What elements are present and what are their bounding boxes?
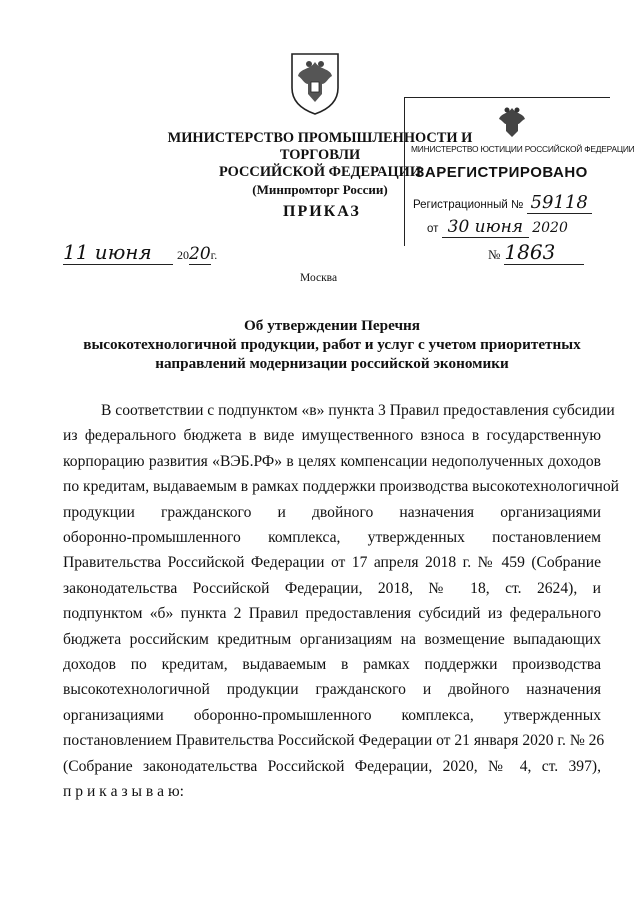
body-line-order-verb: п р и к а з ы в а ю: [63, 783, 184, 801]
body-line: доходов по кредитам, выдаваемым в рамках поддержки производства [63, 656, 601, 674]
body-line: оборонно-промышленного комплекса, утвержденных постановлением [63, 529, 601, 547]
coat-of-arms-emblem [286, 50, 344, 116]
stamp-authority: МИНИСТЕРСТВО ЮСТИЦИИ РОССИЙСКОЙ ФЕДЕРАЦИИ [411, 144, 635, 154]
document-type: ПРИКАЗ [283, 203, 361, 220]
ministry-name: МИНИСТЕРСТВО ПРОМЫШЛЕННОСТИ И ТОРГОВЛИ [167, 130, 473, 163]
body-line: продукции гражданского и двойного назначения организациями [63, 503, 601, 521]
body-line: по кредитам, выдаваемым в рамках поддержки производства высокотехнологичной [63, 478, 620, 496]
body-line: из федерального бюджета в виде имущественного взноса в государственную [63, 427, 601, 445]
stamp-reg-label: Регистрационный № [413, 199, 524, 211]
order-number: 1863 [504, 240, 584, 265]
body-line: В соответствии с подпунктом «в» пункта 3 Правил предоставления субсидии [101, 402, 615, 419]
body-line: Правительства Российской Федерации от 17 апреля 2018 г. № 459 (Собрание [63, 554, 601, 572]
registration-stamp [404, 97, 635, 246]
body-line: постановлением Правительства Российской Федерации от 21 января 2020 г. № 26 [63, 732, 605, 750]
ministry-country: РОССИЙСКОЙ ФЕДЕРАЦИИ [218, 164, 422, 180]
body-line: корпорацию развития «ВЭБ.РФ» в целях компенсации недополученных доходов [63, 452, 601, 470]
stamp-year: 2020 [532, 220, 568, 236]
order-year: 20 [189, 244, 211, 264]
order-title-line3: направлений модернизации российской экономики [155, 355, 509, 372]
body-line: законодательства Российской Федерации, 2018, № 18, ст. 2624), и [63, 579, 601, 597]
order-year-prefix: 20 [177, 248, 189, 262]
body-line: (Собрание законодательства Российской Федерации, 2020, № 4, ст. 397), [63, 757, 601, 775]
ministry-short-name: (Минпромторг России) [252, 182, 388, 197]
stamp-date: 30 июня [442, 217, 529, 238]
order-number-label: № [488, 247, 501, 262]
order-date: 11 июня [63, 240, 173, 265]
body-line: организациями оборонно-промышленного комплекса, утвержденных [63, 706, 601, 724]
stamp-status: ЗАРЕГИСТРИРОВАНО [415, 164, 588, 181]
body-line: бюджета российским кредитным организациям на возмещение выпадающих [63, 630, 601, 648]
order-title-line1: Об утверждении Перечня [243, 317, 421, 334]
body-line: подпунктом «б» пункта 2 Правил предоставления субсидий из федерального [63, 605, 601, 623]
city: Москва [300, 272, 338, 284]
stamp-date-label: от [427, 223, 439, 235]
stamp-emblem [495, 104, 529, 140]
stamp-reg-number: 59118 [527, 192, 592, 214]
order-body [63, 398, 620, 805]
order-title-line2: высокотехнологичной продукции, работ и услуг с учетом приоритетных [83, 336, 581, 353]
body-line: высокотехнологичной продукции гражданского и двойного назначения [63, 681, 601, 699]
order-year-suffix: г. [210, 248, 218, 262]
